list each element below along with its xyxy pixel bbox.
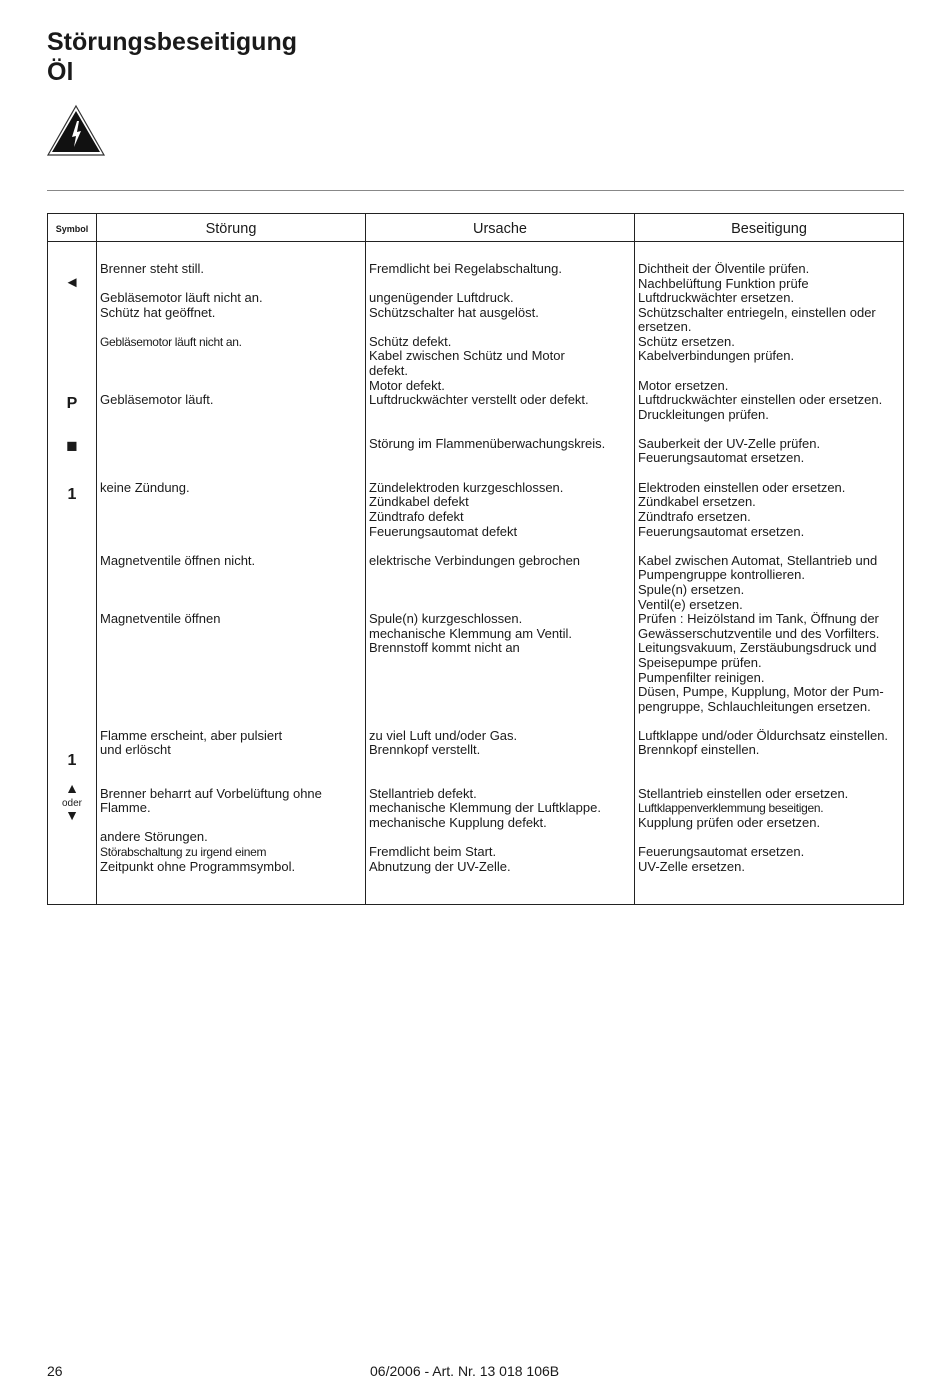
beseitigung-text: Prüfen : Heizölstand im Tank, Öffnung der — [638, 611, 879, 627]
beseitigung-text: Pumpenfilter reinigen. — [638, 669, 765, 685]
beseitigung-text: Feuerungsautomat ersetzen. — [638, 844, 805, 859]
ursache-text: Brennstoff kommt nicht an — [369, 640, 520, 656]
article-reference: 06/2006 - Art. Nr. 13 018 106B — [370, 1363, 560, 1379]
beseitigung-text: Gewässerschutzventile und des Vorfilters. — [638, 625, 880, 641]
stoerung-text: und erlöscht — [100, 742, 171, 758]
ursache-text: Fremdlicht bei Regelabschaltung. — [369, 261, 562, 276]
ursache-text: defekt. — [369, 363, 409, 378]
beseitigung-text: Luftklappenverklemmung beseitigen. — [638, 801, 824, 816]
ursache-text: Motor defekt. — [369, 377, 445, 393]
symbol-1: 1 — [67, 752, 77, 769]
header-row-divider — [48, 241, 903, 242]
beseitigung-text: Nachbelüftung Funktion prüfe — [638, 275, 809, 291]
beseitigung-text: Stellantrieb einstellen oder ersetzen. — [638, 785, 849, 801]
arrow-left-icon: ◄ — [64, 274, 80, 291]
ursache-text: Schützschalter hat ausgelöst. — [369, 304, 539, 320]
beseitigung-text: Druckleitungen prüfen. — [638, 406, 769, 422]
beseitigung-text: Kupplung prüfen oder ersetzen. — [638, 814, 821, 830]
stoerung-text: Flamme erscheint, aber pulsiert — [100, 727, 283, 743]
beseitigung-text: Feuerungsautomat ersetzen. — [638, 450, 805, 466]
stoerung-text: Gebläsemotor läuft. — [100, 392, 214, 408]
beseitigung-text: Luftdruckwächter ersetzen. — [638, 290, 795, 305]
column-divider — [365, 214, 366, 904]
beseitigung-text: Elektroden einstellen oder ersetzen. — [638, 479, 846, 495]
stoerung-text: Magnetventile öffnen nicht. — [100, 552, 256, 568]
beseitigung-text: Sauberkeit der UV-Zelle prüfen. — [638, 435, 821, 451]
square-icon: ■ — [66, 436, 78, 457]
symbol-1: 1 — [67, 486, 77, 503]
beseitigung-text: Speisepumpe prüfen. — [638, 655, 762, 670]
beseitigung-text: Schütz ersetzen. — [638, 333, 735, 349]
beseitigung-text: Spule(n) ersetzen. — [638, 582, 745, 597]
beseitigung-text: Ventil(e) ersetzen. — [638, 596, 743, 612]
beseitigung-text: Schützschalter entriegeln, einstellen oder — [638, 304, 876, 320]
ursache-text: Feuerungsautomat defekt — [369, 523, 518, 539]
ursache-text: Kabel zwischen Schütz und Motor — [369, 348, 565, 364]
ursache-text: Zündelektroden kurzgeschlossen. — [369, 479, 564, 495]
beseitigung-text: Kabel zwischen Automat, Stellantrieb und — [638, 552, 878, 568]
stoerung-text: Magnetventile öffnen — [100, 611, 221, 627]
beseitigung-text: Motor ersetzen. — [638, 377, 729, 393]
arrow-up-icon: ▲ — [65, 780, 79, 796]
header-beseitigung: Beseitigung — [731, 221, 807, 237]
beseitigung-text: ersetzen. — [638, 319, 692, 335]
stoerung-text: Brenner steht still. — [100, 261, 205, 276]
ursache-text: mechanische Klemmung der Luftklappe. — [369, 800, 601, 816]
header-stoerung: Störung — [205, 221, 257, 237]
page-number: 26 — [47, 1363, 63, 1379]
stoerung-text: Schütz hat geöffnet. — [100, 304, 216, 320]
title-line-1: Störungsbeseitigung — [47, 28, 297, 56]
stoerung-text: Gebläsemotor läuft nicht an. — [100, 334, 242, 349]
ursache-text: Brennkopf verstellt. — [369, 742, 481, 758]
stoerung-text: Störabschaltung zu irgend einem — [100, 845, 267, 859]
beseitigung-text: Kabelverbindungen prüfen. — [638, 348, 795, 364]
ursache-text: Abnutzung der UV-Zelle. — [369, 858, 511, 874]
ursache-text: Fremdlicht beim Start. — [369, 844, 497, 859]
title-line-2: Öl — [47, 58, 74, 86]
arrow-down-icon: ▼ — [65, 807, 79, 823]
stoerung-text: Gebläsemotor läuft nicht an. — [100, 290, 263, 305]
ursache-text: zu viel Luft und/oder Gas. — [369, 727, 518, 743]
beseitigung-text: Zündkabel ersetzen. — [638, 494, 756, 510]
ursache-text: Zündkabel defekt — [369, 494, 469, 510]
troubleshooting-table — [47, 213, 904, 905]
column-divider — [96, 214, 97, 904]
stoerung-text: andere Störungen. — [100, 829, 208, 845]
header-divider — [47, 190, 904, 191]
beseitigung-text: Feuerungsautomat ersetzen. — [638, 523, 805, 539]
ursache-text: mechanische Kupplung defekt. — [369, 814, 547, 830]
beseitigung-text: Dichtheit der Ölventile prüfen. — [638, 261, 810, 276]
ursache-text: elektrische Verbindungen gebrochen — [369, 552, 581, 568]
ursache-text: Störung im Flammenüberwachungskreis. — [369, 435, 606, 451]
stoerung-text: Zeitpunkt ohne Programmsymbol. — [100, 858, 296, 874]
stoerung-text: Brenner beharrt auf Vorbelüftung ohne — [100, 785, 322, 801]
ursache-text: ungenügender Luftdruck. — [369, 290, 514, 305]
beseitigung-text: Luftdruckwächter einstellen oder ersetzen. — [638, 392, 883, 408]
beseitigung-text: pengruppe, Schlauchleitungen ersetzen. — [638, 698, 871, 714]
symbol-p: P — [66, 395, 78, 412]
ursache-text: Stellantrieb defekt. — [369, 785, 477, 801]
beseitigung-text: Brennkopf einstellen. — [638, 742, 760, 758]
header-ursache: Ursache — [473, 221, 527, 237]
beseitigung-text: Pumpengruppe kontrollieren. — [638, 567, 805, 583]
beseitigung-text: UV-Zelle ersetzen. — [638, 858, 745, 874]
beseitigung-text: Leitungsvakuum, Zerstäubungsdruck und — [638, 640, 877, 656]
stoerung-text: Flamme. — [100, 800, 151, 816]
ursache-text: Schütz defekt. — [369, 333, 452, 349]
stoerung-text: keine Zündung. — [100, 479, 190, 495]
ursache-text: Luftdruckwächter verstellt oder defekt. — [369, 392, 589, 408]
electrical-warning-icon — [46, 104, 106, 158]
header-symbol: Symbol — [55, 224, 89, 234]
page-title — [47, 27, 297, 87]
beseitigung-text: Düsen, Pumpe, Kupplung, Motor der Pum- — [638, 684, 884, 700]
symbol-oder: oder — [61, 798, 82, 809]
ursache-text: Zündtrafo defekt — [369, 509, 464, 524]
column-divider — [634, 214, 635, 904]
ursache-text: mechanische Klemmung am Ventil. — [369, 625, 573, 641]
beseitigung-text: Zündtrafo ersetzen. — [638, 509, 751, 524]
ursache-text: Spule(n) kurzgeschlossen. — [369, 611, 523, 627]
beseitigung-text: Luftklappe und/oder Öldurchsatz einstellen. — [638, 727, 889, 743]
